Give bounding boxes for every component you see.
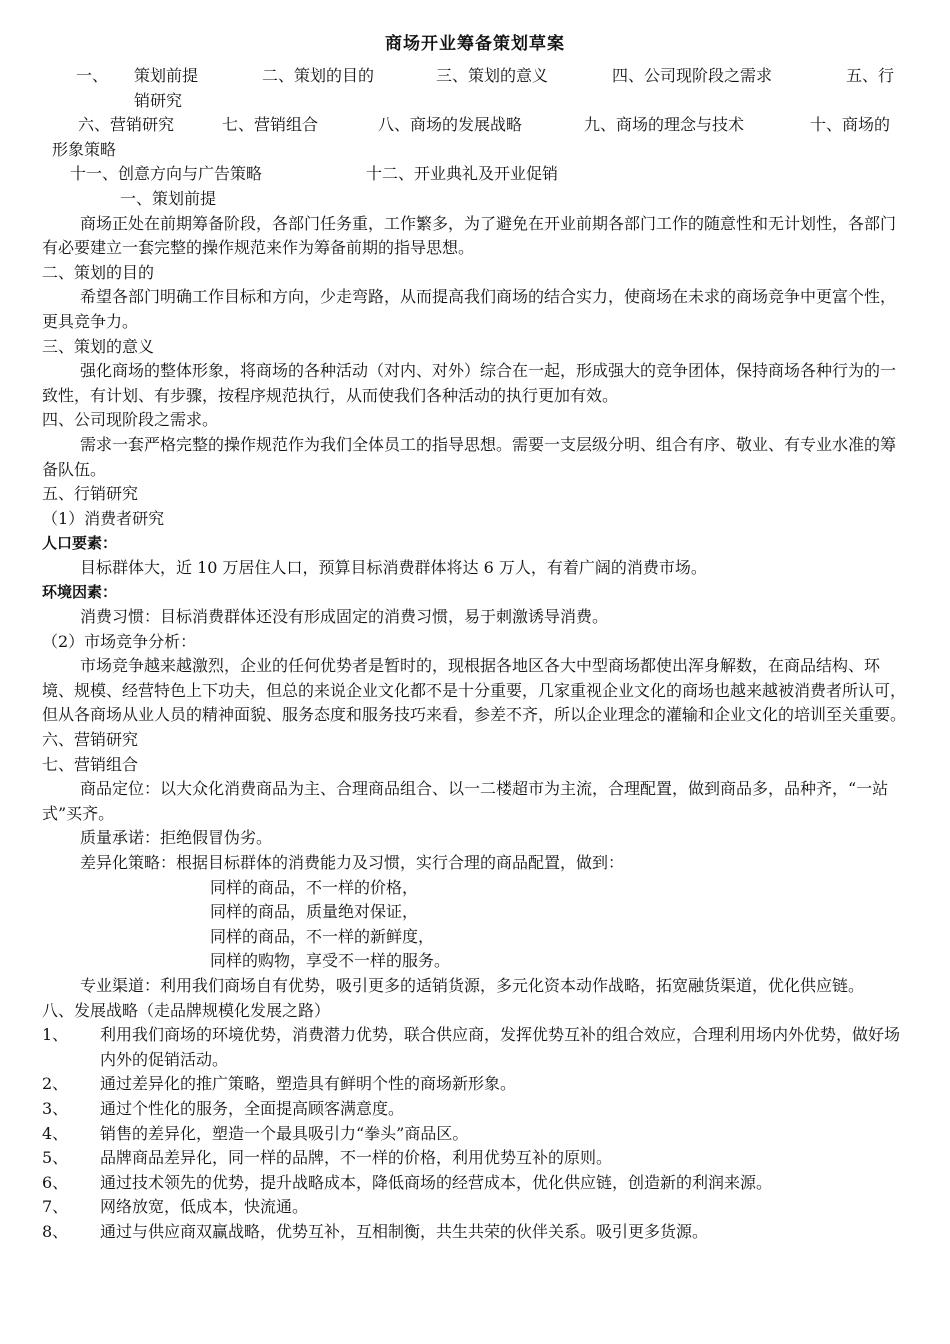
- section-1-text: 商场正处在前期筹备阶段，各部门任务重，工作繁多，为了避免在开业前期各部门工作的随意性和无计划性，各部门有必要建立一套完整的操作规范来作为筹备前期的指导思想。: [42, 213, 897, 258]
- list-item: [42, 1146, 908, 1171]
- toc-item: 十一、创意方向与广告策略: [70, 164, 263, 184]
- list-number: 5、: [42, 1148, 69, 1168]
- table-of-contents: [42, 64, 908, 187]
- section-7-heading: 七、营销组合: [42, 754, 139, 774]
- section-6-heading: 六、营销研究: [42, 730, 139, 750]
- toc-item: 七、营销组合: [222, 115, 319, 135]
- environment-label: 环境因素：: [42, 583, 118, 602]
- environment-text: 消费习惯：目标消费群体还没有形成固定的消费习惯，易于刺激诱导消费。: [80, 607, 609, 627]
- toc-line-2: [42, 113, 908, 138]
- list-number: 7、: [42, 1197, 69, 1217]
- differentiation-item: 同样的商品，不一样的价格，: [210, 877, 419, 897]
- list-item: [42, 1195, 908, 1220]
- section-8-heading: 八、发展战略（走品牌规模化发展之路）: [42, 1000, 331, 1020]
- toc-item: 十二、开业典礼及开业促销: [366, 164, 559, 184]
- list-text: 销售的差异化，塑造一个最具吸引力“拳头”商品区。: [100, 1123, 469, 1143]
- list-number: 4、: [42, 1123, 69, 1143]
- section-5-sub1: （1）消费者研究: [42, 508, 165, 528]
- toc-item: 五、行: [846, 66, 895, 85]
- quality-text: 质量承诺：拒绝假冒伪劣。: [80, 828, 273, 848]
- toc-item: 二、策划的目的: [262, 66, 375, 85]
- list-text: 通过技术领先的优势，提升战略成本，降低商场的经营成本，优化供应链，创造新的利润来源。: [100, 1172, 773, 1192]
- section-4-text: 需求一套严格完整的操作规范作为我们全体员工的指导思想。需要一支层级分明、组合有序、敬业、有专业水准的筹备队伍。: [42, 434, 897, 479]
- toc-line-1-cont: 销研究: [134, 90, 183, 110]
- section-1-heading: 一、策划前提: [120, 188, 217, 208]
- list-item: [42, 1072, 908, 1097]
- differentiation-item: 同样的商品，不一样的新鲜度，: [210, 926, 435, 946]
- list-item: [42, 1220, 908, 1245]
- list-text: 通过差异化的推广策略，塑造具有鲜明个性的商场新形象。: [100, 1074, 517, 1094]
- section-3-heading: 三、策划的意义: [42, 336, 155, 356]
- population-text: 目标群体大，近 10 万居住人口，预算目标消费群体将达 6 万人，有着广阔的消费市场。: [80, 557, 707, 577]
- list-number: 6、: [42, 1172, 69, 1192]
- toc-item: 八、商场的发展战略: [378, 115, 523, 135]
- toc-item: 策划前提: [134, 66, 199, 85]
- list-item: [42, 1122, 908, 1147]
- list-item: [42, 1097, 908, 1122]
- list-number: 2、: [42, 1074, 69, 1094]
- toc-item: 九、商场的理念与技术: [584, 115, 745, 135]
- document-title: 商场开业筹备策划草案: [385, 34, 565, 54]
- section-5-heading: 五、行销研究: [42, 484, 139, 504]
- toc-line-2-cont: 形象策略: [52, 139, 117, 159]
- list-item: [42, 1023, 908, 1072]
- section-2-text: 希望各部门明确工作目标和方向，少走弯路，从而提高我们商场的结合实力，使商场在未求的商场竞争中更富个性，更具竞争力。: [42, 287, 897, 331]
- competition-text: 市场竞争越来越激烈，企业的任何优势者是暂时的，现根据各地区各大中型商场都使出浑身解数，在商品结构、环境、规模、经营特色上下功夫，但总的来说企业文化都不是十分重要，几家重视企业文化的商场也越来越被消费者所认可，但从各商场从业人员的精神面貌、服务态度和服务技巧来看，参差不齐，所以企业理念的灌输和企业文化的培训至关重要。: [42, 656, 907, 725]
- list-number: 3、: [42, 1098, 69, 1118]
- toc-item: 四、公司现阶段之需求: [612, 66, 773, 85]
- differentiation-item: 同样的商品，质量绝对保证，: [210, 902, 419, 922]
- list-text: 通过个性化的服务，全面提高顾客满意度。: [100, 1098, 405, 1118]
- toc-line-3: [42, 162, 908, 187]
- section-3-text: 强化商场的整体形象，将商场的各种活动（对内、对外）综合在一起，形成强大的竞争团体，保持商场各种行为的一致性，有计划、有步骤，按程序规范执行，从而使我们各种活动的执行更加有效。: [42, 361, 897, 405]
- differentiation-item: 同样的购物，享受不一样的服务。: [210, 951, 451, 971]
- list-text: 网络放宽，低成本，快流通。: [100, 1197, 309, 1217]
- list-text: 品牌商品差异化，同一样的品牌，不一样的价格，利用优势互补的原则。: [100, 1148, 613, 1168]
- toc-item: 六、营销研究: [78, 115, 175, 135]
- section-2-heading: 二、策划的目的: [42, 262, 155, 282]
- toc-item: 十、商场的: [810, 115, 891, 135]
- list-number: 8、: [42, 1221, 69, 1241]
- section-4-heading: 四、公司现阶段之需求。: [42, 410, 219, 430]
- differentiation-intro: 差异化策略：根据目标群体的消费能力及习惯，实行合理的商品配置，做到：: [80, 853, 625, 872]
- section-5-sub2: （2）市场竞争分析：: [42, 631, 197, 651]
- toc-item: 三、策划的意义: [436, 66, 549, 85]
- toc-line-1: [42, 64, 908, 89]
- list-text: 通过与供应商双赢战略，优势互补，互相制衡，共生共荣的伙伴关系。吸引更多货源。: [100, 1221, 709, 1241]
- list-item: [42, 1171, 908, 1196]
- list-text: 利用我们商场的环境优势，消费潜力优势，联合供应商，发挥优势互补的组合效应，合理利用场内外优势，做好场内外的促销活动。: [100, 1025, 901, 1069]
- toc-item: 一、: [76, 66, 109, 85]
- list-number: 1、: [42, 1025, 69, 1045]
- positioning-text: 商品定位：以大众化消费商品为主、合理商品组合、以一二楼超市为主流，合理配置，做到商品多，品种齐，“一站式”买齐。: [42, 779, 889, 823]
- population-label: 人口要素：: [42, 534, 118, 553]
- channel-text: 专业渠道：利用我们商场自有优势，吸引更多的适销货源，多元化资本动作战略，拓宽融货渠道，优化供应链。: [80, 975, 865, 995]
